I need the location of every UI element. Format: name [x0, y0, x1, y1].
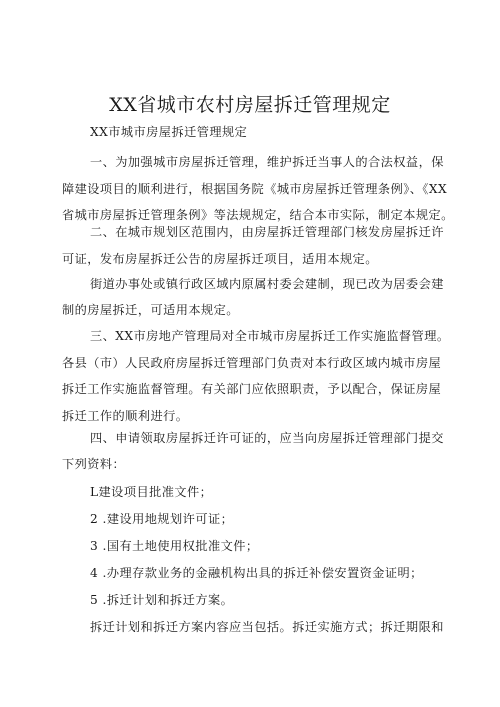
paragraph-line: 可证，发布房屋拆迁公告的房屋拆迁项目，适用本规定。: [62, 252, 378, 266]
paragraph-line: 一、为加强城市房屋拆迁管理，维护拆迁当事人的合法权益，保: [90, 155, 444, 169]
list-item: 4 .办理存款业务的金融机构出具的拆迁补偿安置资金证明；: [90, 566, 423, 580]
paragraph-line: 街道办事处或镇行政区域内原属村委会建制，现已改为居委会建: [90, 277, 444, 291]
paragraph-line: 拆迁工作实施监督管理。有关部门应依照职责，予以配合，保证房屋: [62, 382, 442, 396]
list-item: 3 .国有土地使用权批准文件；: [90, 539, 259, 553]
paragraph-line: 下列资料：: [62, 457, 126, 471]
list-item: 2 .建设用地规划许可证；: [90, 512, 234, 526]
list-item: 5 .拆迁计划和拆迁方案。: [90, 593, 234, 607]
paragraph-line: 各县（市）人民政府房屋拆迁管理部门负责对本行政区域内城市房屋: [62, 356, 442, 370]
paragraph-line: 二、在城市规划区范围内，由房屋拆迁管理部门核发房屋拆迁许: [90, 225, 444, 239]
paragraph-line: 拆迁工作的顺利进行。: [62, 409, 189, 423]
document-title: XX省城市农村房屋拆迁管理规定: [109, 94, 391, 116]
subtitle-line: XX市城市房屋拆迁管理规定: [90, 125, 248, 139]
paragraph-line: 拆迁计划和拆迁方案内容应当包括。拆迁实施方式；拆迁期限和: [90, 620, 444, 634]
list-item: L建设项目批准文件；: [90, 485, 213, 499]
paragraph-line: 制的房屋拆迁，可适用本规定。: [62, 303, 239, 317]
paragraph-line: 四、申请领取房屋拆迁许可证的，应当向房屋拆迁管理部门提交: [90, 431, 444, 445]
paragraph-line: 三、XX市房地产管理局对全市城市房屋拆迁工作实施监督管理。: [90, 329, 450, 343]
paragraph-line: 障建设项目的顺利进行，根据国务院《城市房屋拆迁管理条例》、《XX: [62, 182, 448, 196]
paragraph-line: 省城市房屋拆迁管理条例》等法规规定，结合本市实际，制定本规定。: [62, 208, 454, 222]
